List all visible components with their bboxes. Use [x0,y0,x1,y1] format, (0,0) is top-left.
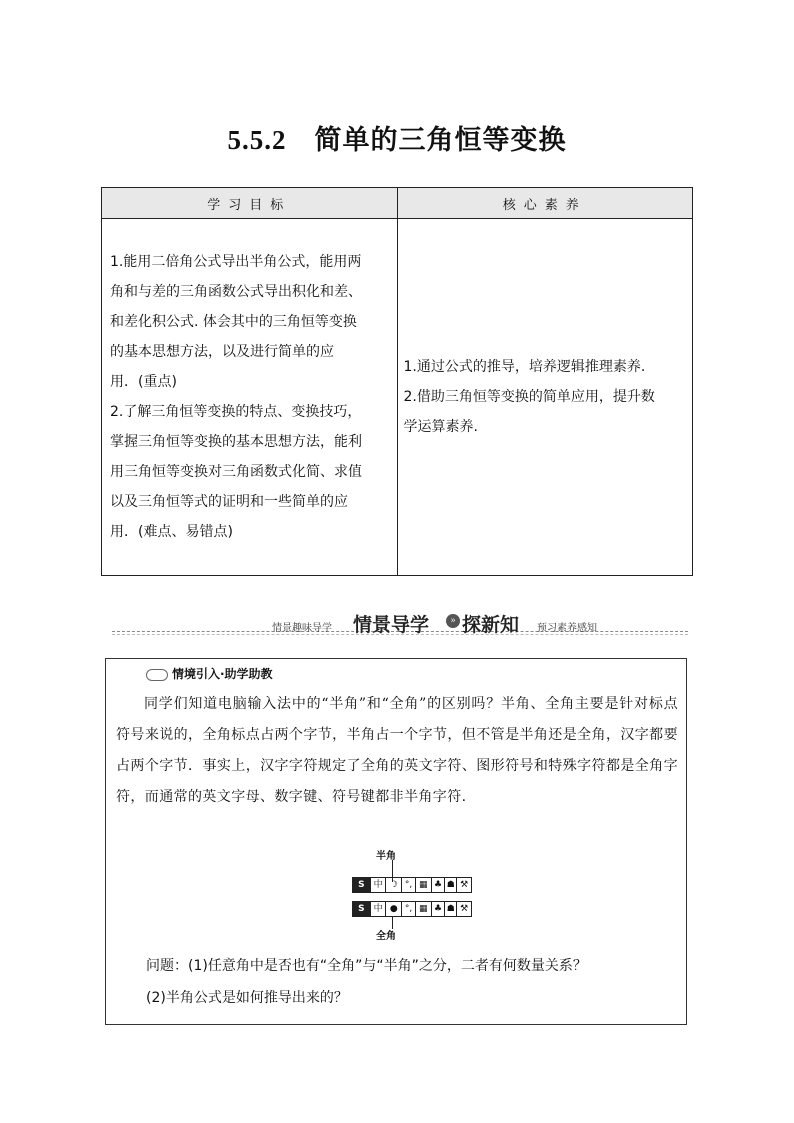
section-banner [112,610,688,636]
goal-line: 用三角恒等变换对三角函数式化简、求值 [110,464,362,480]
goal-line: 的基本思想方法，以及进行简单的应 [110,344,334,360]
banner-left-caption: 情景趣味导学 [272,623,332,634]
full-width-label: 全角 [376,931,396,942]
intro-box [105,658,687,1025]
goal-line: 1.能用二倍角公式导出半角公式，能用两 [110,254,362,270]
sogou-logo-icon: S [353,902,371,916]
header-core-literacy: 核心素养 [397,188,693,219]
literacy-line: 学运算素养. [403,419,478,435]
banner-title: 情景导学 [353,614,430,636]
header-learning-goals: 学习目标 [102,188,398,219]
learning-goals-cell [102,219,398,576]
section-number: 5.5.2 [227,125,287,155]
literacy-line: 2.借助三角恒等变换的简单应用，提升数 [403,389,655,405]
lightbulb-icon [146,669,168,681]
table-row [102,219,693,576]
goal-line: 掌握三角恒等变换的基本思想方法，能利 [110,434,362,450]
table-header-row [102,188,693,219]
half-width-label: 半角 [376,851,396,862]
punctuation-icon: °, [402,878,416,892]
skin-icon: ♣ [432,902,446,916]
goal-line: 2.了解三角恒等变换的特点、变换技巧， [110,404,362,420]
full-circle-icon: ● [386,902,402,916]
shirt-icon: ☗ [445,878,457,892]
skin-icon: ♣ [432,878,446,892]
question-2: (2)半角公式是如何推导出来的？ [146,990,348,1006]
chinese-mode-icon: 中 [371,902,387,916]
ime-toolbar-figure [352,847,477,942]
question-1: 问题：(1)任意角中是否也有“全角”与“半角”之分，二者有何数量关系？ [146,958,587,974]
chinese-mode-icon: 中 [371,878,387,892]
keyboard-icon: ▦ [416,878,432,892]
sogou-logo-icon: S [353,878,371,892]
literacy-line: 1.通过公式的推导，培养逻辑推理素养. [403,359,646,375]
goal-line: 和差化积公式. 体会其中的三角恒等变换 [110,314,357,330]
goal-line: 以及三角恒等式的证明和一些简单的应 [110,494,348,510]
goal-line: 用．(重点) [110,374,177,390]
core-literacy-cell [397,219,693,576]
ime-toolbar-full [352,901,472,917]
punctuation-icon: °, [402,902,416,916]
intro-subheading [146,665,273,682]
shirt-icon: ☗ [445,902,457,916]
page-title [0,118,794,157]
banner-right-caption: 预习素养感知 [537,623,597,634]
tools-icon: ⚒ [460,880,469,890]
intro-paragraph: 同学们知道电脑输入法中的“半角”和“全角”的区别吗？半角、全角主要是针对标点符号来说的，全角标点占两个字节，半角占一个字节，但不管是半角还是全角，汉字都要占两个字节．事实上，汉字字符规定了全角的英文字符、图形符号和特殊字符都是全角字符，而通常的英文字母、数字键、符号键都非半角字符. [116,696,678,805]
goals-table [101,187,693,576]
goal-line: 用．(难点、易错点) [110,524,233,540]
tools-icon: ⚒ [460,904,469,914]
intro-subheading-text: 情境引入·助学助教 [172,667,273,681]
section-title: 简单的三角恒等变换 [314,125,567,156]
double-arrow-icon: » [446,614,460,628]
banner-title-2: 探新知 [462,614,520,636]
ime-toolbar-half [352,877,472,893]
half-moon-icon: ☽ [386,878,402,892]
keyboard-icon: ▦ [416,902,432,916]
goal-line: 角和与差的三角函数公式导出积化和差、 [110,284,362,300]
